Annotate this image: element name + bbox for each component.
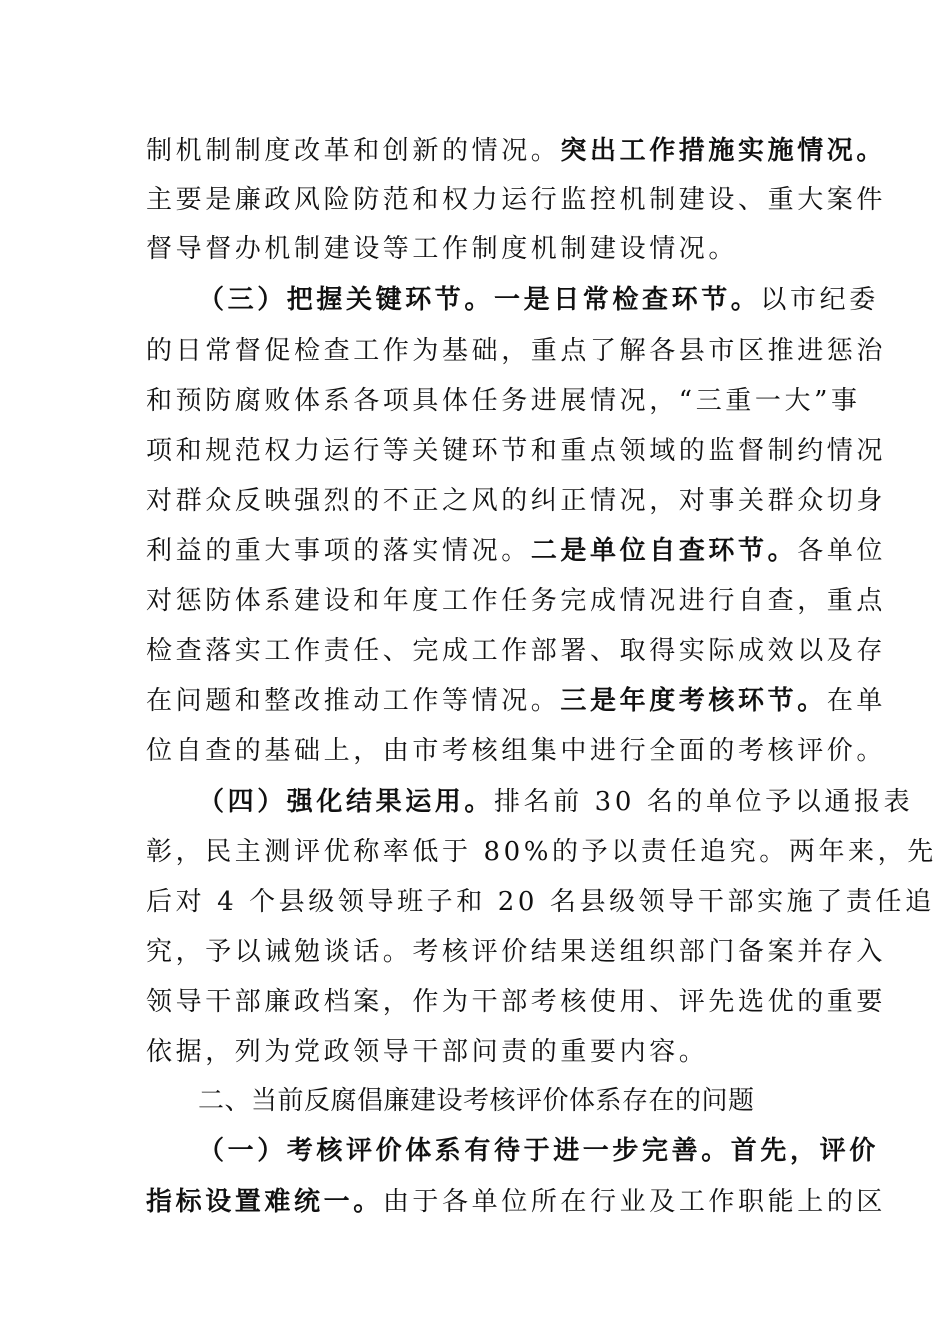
text-line: 制机制制度改革和创新的情况。突出工作措施实施情况。 xyxy=(146,136,887,166)
text-line: 后对 4 个县级领导班子和 20 名县级领导干部实施了责任追 xyxy=(146,887,935,917)
text-line: 检查落实工作责任、完成工作部署、取得实际成效以及存 xyxy=(146,636,887,666)
text-line: （一）考核评价体系有待于进一步完善。首先，评价 xyxy=(198,1136,879,1166)
text-line: 究，予以诫勉谈话。考核评价结果送组织部门备案并存入 xyxy=(146,937,887,967)
text-line: 对群众反映强烈的不正之风的纠正情况，对事关群众切身 xyxy=(146,486,887,516)
text-line: 的日常督促检查工作为基础，重点了解各县市区推进惩治 xyxy=(146,336,887,366)
text-line: 主要是廉政风险防范和权力运行监控机制建设、重大案件 xyxy=(146,185,887,215)
text-line: 位自查的基础上，由市考核组集中进行全面的考核评价。 xyxy=(146,736,887,766)
text-line: （四）强化结果运用。排名前 30 名的单位予以通报表 xyxy=(198,787,914,817)
text-line: 指标设置难统一。由于各单位所在行业及工作职能上的区 xyxy=(146,1187,887,1217)
text-line: 在问题和整改推动工作等情况。三是年度考核环节。在单 xyxy=(146,686,887,716)
text-line: （三）把握关键环节。一是日常检查环节。以市纪委 xyxy=(198,285,879,315)
text-line: 和预防腐败体系各项具体任务进展情况，“三重一大”事 xyxy=(146,386,861,416)
text-line: 对惩防体系建设和年度工作任务完成情况进行自查，重点 xyxy=(146,586,887,616)
section-heading: 二、当前反腐倡廉建设考核评价体系存在的问题 xyxy=(198,1086,755,1116)
text-line: 依据，列为党政领导干部问责的重要内容。 xyxy=(146,1037,709,1067)
text-line: 领导干部廉政档案，作为干部考核使用、评先选优的重要 xyxy=(146,987,887,1017)
text-line: 利益的重大事项的落实情况。二是单位自查环节。各单位 xyxy=(146,536,887,566)
text-line: 督导督办机制建设等工作制度机制建设情况。 xyxy=(146,234,739,264)
text-line: 彰，民主测评优称率低于 80%的予以责任追究。两年来，先 xyxy=(146,837,937,867)
text-line: 项和规范权力运行等关键环节和重点领域的监督制约情况 xyxy=(146,436,887,466)
